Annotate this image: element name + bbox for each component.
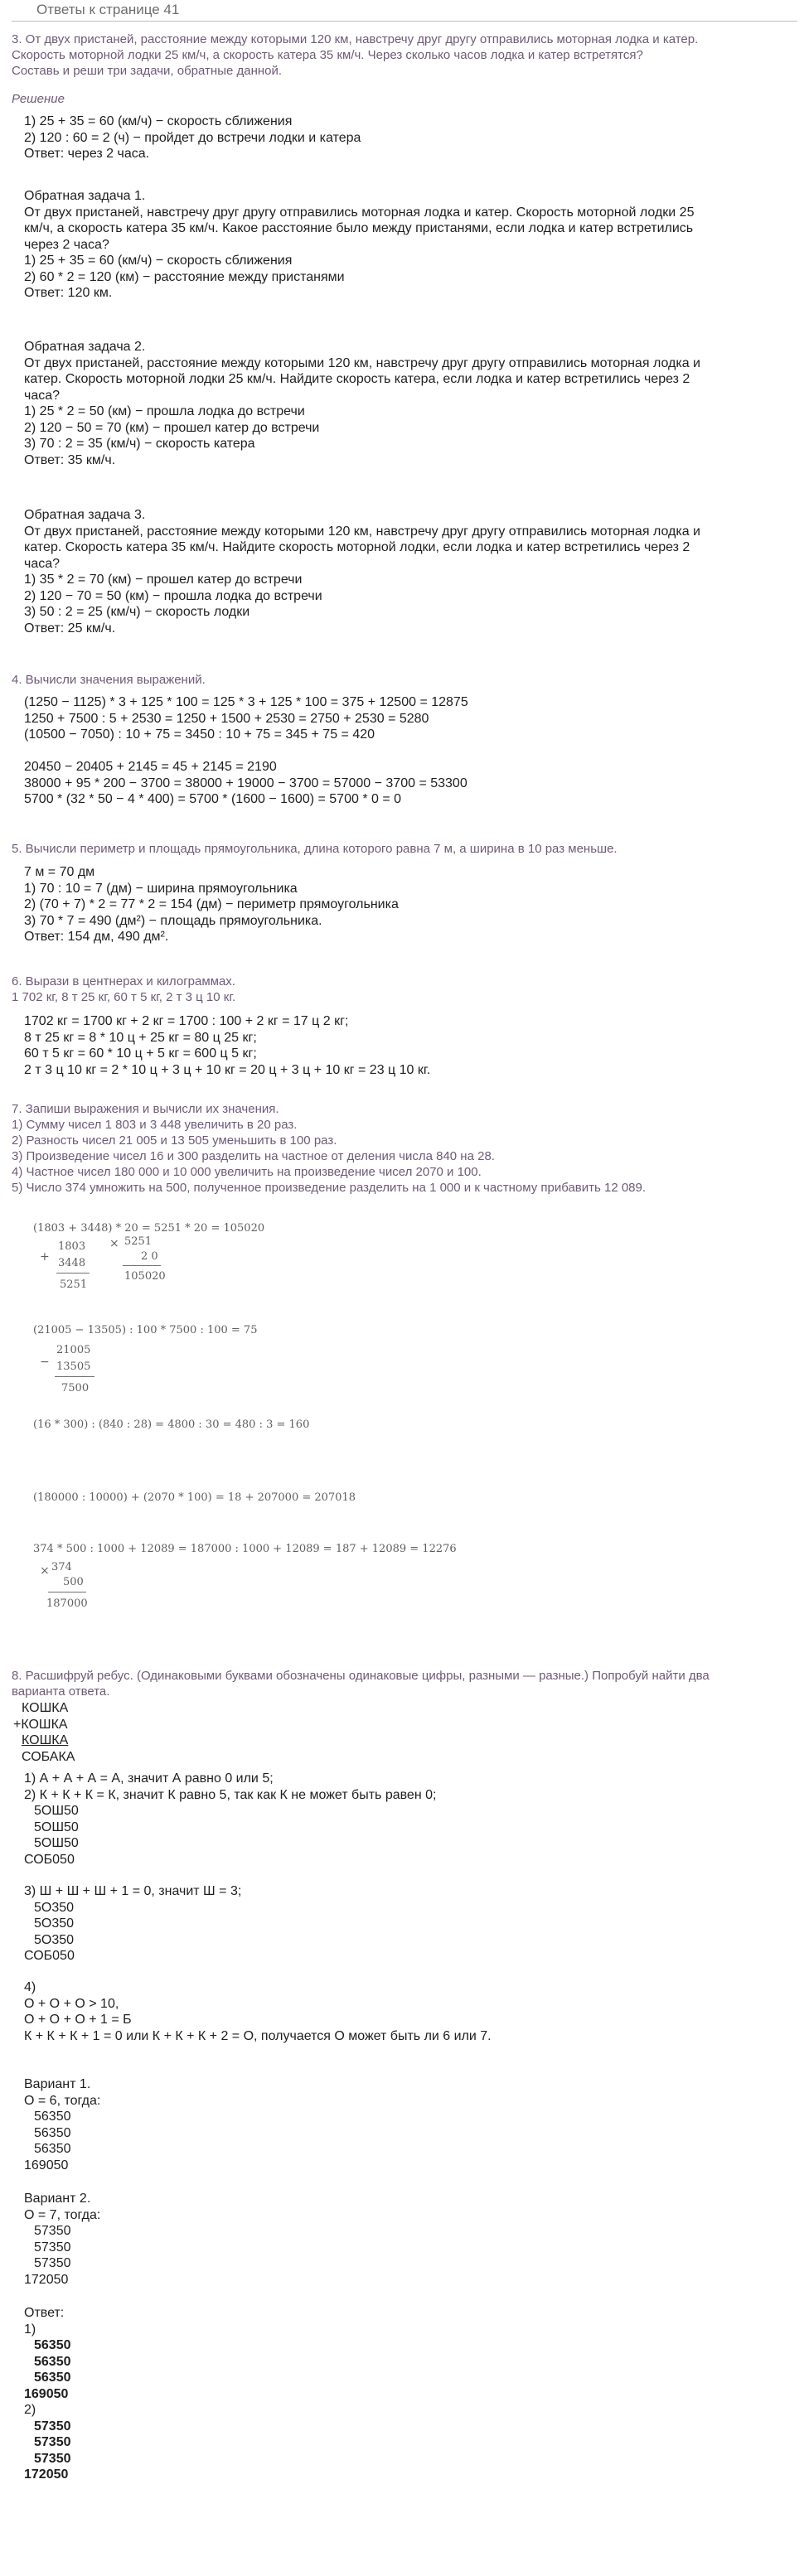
digit-row: СОБ050: [24, 1852, 75, 1867]
minus-sign: −: [40, 1356, 50, 1369]
page-title: Ответы к странице 41: [36, 2, 180, 17]
task6-line: 6. Вырази в центнерах и килограммах.: [12, 974, 235, 988]
rebus-line: КОШКА: [22, 1733, 69, 1747]
expression-2-header: (21005 − 13505) : 100 * 7500 : 100 = 75: [33, 1324, 258, 1336]
solution-line: 1) 25 + 35 = 60 (км/ч) − скорость сближения: [24, 114, 293, 128]
inverse-line: Ответ: 120 км.: [24, 286, 113, 300]
task6-line: 1 702 кг, 8 т 25 кг, 60 т 5 кг, 2 т 3 ц 10 кг.: [12, 990, 236, 1004]
task3-line: 3. От двух пристаней, расстояние между которыми 120 км, навстречу друг другу отправились моторная лодка и катер.: [12, 32, 699, 46]
task4-statement: 4. Вычисли значения выражений.: [12, 673, 206, 687]
inverse-task-3: [24, 507, 700, 636]
task8-step-3: [24, 1883, 241, 1965]
task8-step-1-2: [24, 1771, 436, 1868]
answer-digit-row: 169050: [24, 2386, 69, 2401]
expression-3-header: (16 * 300) : (840 : 28) = 4800 : 30 = 480 : 3 = 160: [33, 1418, 310, 1431]
task3-line: Составь и реши три задачи, обратные данной.: [12, 64, 283, 78]
task3-statement: [12, 31, 698, 79]
task8-line: варианта ответа.: [12, 1684, 110, 1699]
solution-line: К + К + К + 1 = 0 или К + К + К + 2 = О, получается О может быть ли 6 или 7.: [24, 2028, 492, 2043]
answer-digit-row: 172050: [24, 2467, 69, 2482]
digit-row: 5О350: [34, 1900, 75, 1915]
task8-variant-1: [24, 2076, 100, 2173]
task6-solution: [24, 1013, 430, 1078]
expression-4-header: (180000 : 10000) + (2070 * 100) = 18 + 207000 = 207018: [33, 1491, 356, 1504]
task3-solution: [24, 114, 361, 162]
solution-line: 1) 70 : 10 = 7 (дм) − ширина прямоугольника: [24, 881, 298, 896]
digit-row: СОБ050: [24, 1949, 75, 1963]
plus-sign: +: [40, 1250, 50, 1264]
solution-line: 2 т 3 ц 10 кг = 2 * 10 ц + 3 ц + 10 кг = 20 ц + 3 ц + 10 кг = 23 ц 10 кг.: [24, 1062, 431, 1077]
solution-line: 7 м = 70 дм: [24, 865, 95, 879]
multiplier: 500: [63, 1576, 84, 1588]
subtrahend: 13505: [56, 1360, 91, 1373]
expression-3-figure: [33, 1418, 448, 1435]
inverse-line: От двух пристаней, расстояние между которыми 120 км, навстречу друг другу отправились моторная лодка и: [24, 524, 700, 539]
inverse-line: От двух пристаней, навстречу друг другу отправились моторная лодка и катер. Скорость моторной лодки 25: [24, 205, 695, 220]
solution-line: О + О + О + 1 = Б: [24, 2013, 132, 2027]
digit-row: 57350: [34, 2240, 71, 2255]
solution-line: 2) К + К + К = К, значит К равно 5, так как К не может быть равен 0;: [24, 1787, 437, 1802]
inverse-line: часа?: [24, 388, 61, 403]
solution-line: 1702 кг = 1700 кг + 2 кг = 1700 : 100 + 2 кг = 17 ц 2 кг;: [24, 1014, 349, 1028]
digit-row: 5ОШ50: [34, 1804, 79, 1818]
solution-line: 8 т 25 кг = 8 * 10 ц + 25 кг = 80 ц 25 кг;: [24, 1030, 257, 1045]
digit-row: 56350: [34, 2110, 71, 2124]
task5-solution: [24, 864, 399, 945]
digit-row: 57350: [34, 2224, 71, 2238]
digit-row: 169050: [24, 2158, 69, 2172]
task3-line: Скорость моторной лодки 25 км/ч, а скорость катера 35 км/ч. Через сколько часов лодка и катер встретятся?: [12, 48, 643, 62]
title-divider: [12, 21, 797, 22]
rebus-line: КОШКА: [22, 1701, 69, 1715]
digit-row: 5О350: [34, 1916, 75, 1931]
answer-number: 1): [24, 2322, 36, 2337]
solution-line: Ответ: 154 дм, 490 дм².: [24, 930, 169, 944]
task7-line: 3) Произведение чисел 16 и 300 разделить на частное от деления числа 840 на 28.: [12, 1149, 495, 1163]
task6-statement: [12, 974, 235, 1005]
solution-line: О = 6, тогда:: [24, 2093, 101, 2108]
answer-number: 2): [24, 2403, 36, 2417]
solution-line: 1) А + А + А = А, значит А равно 0 или 5;: [24, 1771, 274, 1786]
answer-digit-row: 57350: [34, 2435, 71, 2449]
product-result: 187000: [46, 1597, 88, 1610]
solution-line: О + О + О > 10,: [24, 1996, 119, 2011]
task7-line: 4) Частное чисел 180 000 и 10 000 увеличить на произведение чисел 2070 и 100.: [12, 1165, 482, 1179]
answer-label: Ответ:: [24, 2306, 65, 2320]
multiplicand: 5251: [124, 1235, 153, 1248]
expression-4-figure: [33, 1491, 448, 1508]
answer-digit-row: 56350: [34, 2354, 71, 2369]
variant-title: Вариант 2.: [24, 2192, 91, 2206]
solution-line: 3) Ш + Ш + Ш + 1 = 0, значит Ш = 3;: [24, 1884, 242, 1898]
inverse-line: 1) 25 + 35 = 60 (км/ч) − скорость сближения: [24, 254, 293, 268]
task5-statement: 5. Вычисли периметр и площадь прямоугольника, длина которого равна 7 м, а ширина в 10 раз меньше.: [12, 842, 618, 856]
inverse-task-2: [24, 339, 700, 468]
addend-1: 1803: [58, 1240, 86, 1253]
answer-digit-row: 56350: [34, 2371, 71, 2385]
addend-2: 3448: [58, 1257, 86, 1269]
rebus: [13, 1700, 75, 1765]
difference-result: 7500: [61, 1382, 90, 1394]
inverse-line: через 2 часа?: [24, 237, 109, 252]
task7-line: 7. Запиши выражения и вычисли их значения.: [12, 1102, 279, 1116]
digit-row: 5О350: [34, 1932, 75, 1947]
digit-row: 172050: [24, 2272, 69, 2287]
answer-digit-row: 56350: [34, 2338, 71, 2352]
rebus-line: СОБАКА: [22, 1749, 75, 1764]
task4-solution: [24, 694, 468, 808]
inverse-line: часа?: [24, 556, 61, 571]
expression-line: (1250 − 1125) * 3 + 125 * 100 = 125 * 3 + 125 * 100 = 375 + 12500 = 12875: [24, 695, 468, 709]
product-line: [123, 1265, 161, 1266]
inverse-line: Обратная задача 2.: [24, 340, 146, 354]
solution-line: Ответ: через 2 часа.: [24, 147, 150, 161]
rebus-line: +КОШКА: [13, 1717, 68, 1732]
digit-row: 56350: [34, 2142, 71, 2156]
inverse-line: 2) 60 * 2 = 120 (км) − расстояние между пристанями: [24, 269, 345, 284]
digit-row: 5ОШ50: [34, 1820, 79, 1834]
task8-line: 8. Расшифруй ребус. (Одинаковыми буквами обозначены одинаковые цифры, разными — разные.) Попробуй найти два: [12, 1669, 710, 1683]
task8-step-4: [24, 1979, 492, 2044]
expression-1-header: (1803 + 3448) * 20 = 5251 * 20 = 105020: [33, 1222, 265, 1235]
inverse-line: 3) 50 : 2 = 25 (км/ч) − скорость лодки: [24, 605, 250, 619]
task8-answer: [24, 2305, 71, 2483]
inverse-line: 1) 35 * 2 = 70 (км) − прошел катер до встречи: [24, 573, 303, 587]
task8-statement: [12, 1668, 710, 1699]
answer-digit-row: 57350: [34, 2419, 71, 2433]
minuend: 21005: [56, 1344, 91, 1356]
solution-line: О = 7, тогда:: [24, 2207, 101, 2222]
sum-result: 5251: [60, 1278, 88, 1291]
spacer: [24, 743, 468, 760]
inverse-line: 2) 120 − 70 = 50 (км) − прошла лодка до встречи: [24, 588, 322, 603]
multiplicand: 374: [51, 1561, 72, 1573]
inverse-line: катер. Скорость катера 35 км/ч. Найдите скорость моторной лодки, если лодка и катер встретились через 2: [24, 540, 690, 554]
multiplier: 2 0: [141, 1250, 158, 1263]
inverse-line: 1) 25 * 2 = 50 (км) − прошла лодка до встречи: [24, 404, 305, 418]
answer-digit-row: 57350: [34, 2451, 71, 2466]
expression-5-figure: [33, 1543, 497, 1626]
inverse-task-1: [24, 188, 694, 302]
sum-line: [56, 1273, 90, 1274]
expression-line: 20450 − 20405 + 2145 = 45 + 2145 = 2190: [24, 760, 277, 774]
task8-variant-2: [24, 2191, 100, 2288]
solution-line: 60 т 5 кг = 60 * 10 ц + 5 кг = 600 ц 5 кг;: [24, 1046, 257, 1061]
expression-1-figure: [33, 1222, 365, 1313]
digit-row: 56350: [34, 2125, 71, 2140]
inverse-line: 3) 70 : 2 = 35 (км/ч) − скорость катера: [24, 437, 255, 451]
expression-line: 38000 + 95 * 200 − 3700 = 38000 + 19000 − 3700 = 57000 − 3700 = 53300: [24, 776, 467, 790]
expression-line: 5700 * (32 * 50 − 4 * 400) = 5700 * (1600 − 1600) = 5700 * 0 = 0: [24, 792, 402, 806]
solution-line: 2) 120 : 60 = 2 (ч) − пройдет до встречи лодки и катера: [24, 130, 361, 145]
inverse-line: Обратная задача 3.: [24, 508, 146, 522]
times-sign: ×: [40, 1564, 50, 1578]
inverse-line: км/ч, а скорость катера 35 км/ч. Какое расстояние было между пристанями, если лодка и катер встретились: [24, 221, 694, 235]
expression-2-figure: [33, 1324, 365, 1407]
inverse-line: Ответ: 35 км/ч.: [24, 452, 116, 467]
expression-line: (10500 − 7050) : 10 + 75 = 3450 : 10 + 75 = 345 + 75 = 420: [24, 727, 375, 742]
digit-row: 57350: [34, 2256, 71, 2270]
variant-title: Вариант 1.: [24, 2077, 91, 2091]
inverse-line: Обратная задача 1.: [24, 189, 146, 203]
difference-line: [55, 1376, 94, 1377]
digit-row: 5ОШ50: [34, 1836, 79, 1850]
solution-line: 4): [24, 1980, 36, 1994]
inverse-line: От двух пристаней, расстояние между которыми 120 км, навстречу друг другу отправились моторная лодка и: [24, 355, 700, 370]
inverse-line: Ответ: 25 км/ч.: [24, 621, 116, 636]
task7-line: 1) Сумму чисел 1 803 и 3 448 увеличить в 20 раз.: [12, 1118, 298, 1132]
product-result: 105020: [124, 1270, 166, 1283]
task7-line: 2) Разность чисел 21 005 и 13 505 уменьшить в 100 раз.: [12, 1133, 337, 1148]
task7-statement: [12, 1101, 646, 1196]
task7-line: 5) Число 374 умножить на 500, полученное произведение разделить на 1 000 и к частному прибавить 12 089.: [12, 1181, 647, 1195]
expression-line: 1250 + 7500 : 5 + 2530 = 1250 + 1500 + 2530 = 2750 + 2530 = 5280: [24, 711, 429, 726]
solution-line: 3) 70 * 7 = 490 (дм²) − площадь прямоугольника.: [24, 913, 322, 928]
inverse-line: катер. Скорость моторной лодки 25 км/ч. Найдите скорость катера, если лодка и катер встретились через 2: [24, 372, 690, 386]
expression-5-header: 374 * 500 : 1000 + 12089 = 187000 : 1000 + 12089 = 187 + 12089 = 12276: [33, 1543, 457, 1555]
solution-line: 2) (70 + 7) * 2 = 77 * 2 = 154 (дм) − периметр прямоугольника: [24, 897, 399, 911]
times-sign: ×: [109, 1237, 119, 1250]
inverse-line: 2) 120 − 50 = 70 (км) − прошел катер до встречи: [24, 420, 320, 435]
solution-label: Решение: [12, 92, 65, 106]
